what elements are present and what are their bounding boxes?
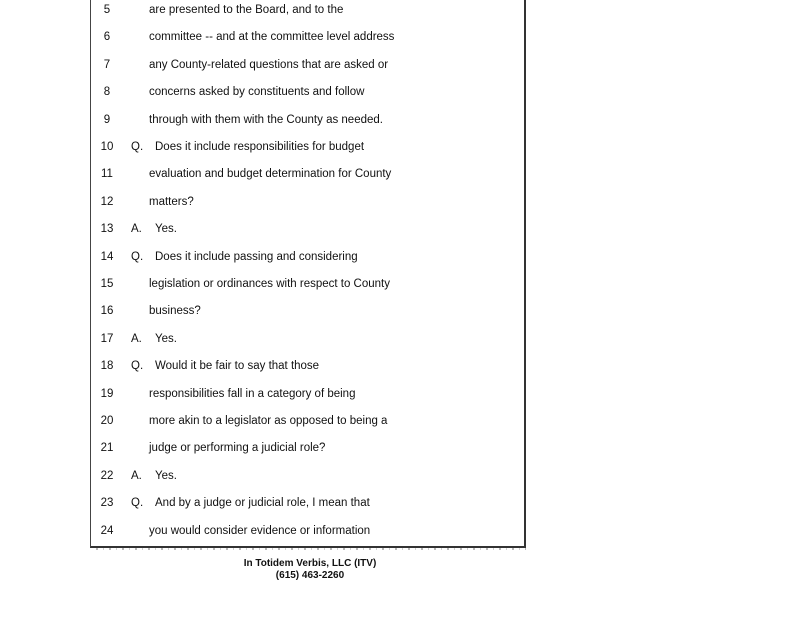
line-number: 12: [100, 195, 114, 208]
footer-phone: (615) 463-2260: [275, 570, 345, 581]
transcript-line: [91, 356, 524, 376]
line-number: 21: [100, 442, 114, 455]
line-text: And by a judge or judicial role, I mean that: [155, 497, 370, 510]
line-number: 15: [100, 278, 114, 290]
transcript-line: [91, 192, 524, 212]
line-text: legislation or ordinances with respect to County: [149, 278, 390, 290]
line-text: Yes.: [155, 469, 177, 482]
line-text: committee -- and at the committee level address: [149, 31, 395, 44]
transcript-line: [91, 137, 524, 157]
transcript-line: [91, 301, 524, 321]
speaker-label: Q.: [131, 250, 144, 263]
line-number: 18: [100, 360, 114, 373]
scan-artifact: [96, 548, 526, 550]
line-number: 19: [100, 387, 114, 400]
transcript-line: [91, 521, 524, 541]
transcript-line: [91, 0, 524, 20]
line-number: 6: [103, 31, 111, 44]
line-number: 14: [100, 250, 114, 263]
line-number: 22: [100, 469, 114, 482]
speaker-label: Q.: [131, 141, 144, 153]
line-text: concerns asked by constituents and follow: [149, 86, 365, 99]
transcript-line: [91, 493, 524, 513]
transcript-line: [91, 55, 524, 75]
line-text: business?: [149, 305, 201, 318]
transcript-line: [91, 274, 524, 294]
transcript-line: [91, 384, 524, 404]
line-text: Does it include responsibilities for budget: [155, 141, 365, 153]
line-text: more akin to a legislator as opposed to being a: [149, 415, 388, 427]
transcript-line: [91, 438, 524, 458]
speaker-label: Q.: [131, 497, 144, 510]
line-text: matters?: [149, 195, 194, 208]
speaker-label: A.: [131, 223, 142, 236]
transcript-line: [91, 219, 524, 239]
transcript-line: [91, 27, 524, 47]
line-number: 17: [100, 332, 114, 345]
line-number: 23: [100, 497, 114, 510]
line-text: are presented to the Board, and to the: [149, 4, 344, 16]
transcript-page: [90, 0, 526, 548]
line-number: 13: [100, 223, 114, 236]
line-text: Yes.: [155, 223, 177, 236]
line-text: evaluation and budget determination for County: [149, 168, 392, 181]
speaker-label: A.: [131, 332, 142, 345]
transcript-line: [91, 82, 524, 102]
line-text: you would consider evidence or information: [149, 524, 371, 537]
line-text: Yes.: [155, 332, 177, 345]
line-text: Does it include passing and considering: [155, 250, 358, 263]
speaker-label: A.: [131, 469, 142, 482]
line-text: Would it be fair to say that those: [155, 360, 320, 373]
transcript-line: [91, 329, 524, 349]
footer-company: In Totidem Verbis, LLC (ITV): [243, 558, 377, 569]
line-number: 8: [103, 86, 111, 99]
line-number: 7: [103, 58, 111, 71]
line-text: responsibilities fall in a category of being: [149, 387, 356, 400]
transcript-line: [91, 110, 524, 130]
transcript-line: [91, 164, 524, 184]
line-number: 24: [100, 524, 114, 537]
line-number: 11: [101, 168, 113, 181]
line-text: any County-related questions that are asked or: [149, 58, 389, 71]
line-text: through with them with the County as needed.: [149, 113, 383, 126]
line-number: 9: [103, 113, 111, 126]
line-number: 5: [103, 4, 111, 16]
transcript-line: [91, 466, 524, 486]
line-text: judge or performing a judicial role?: [149, 442, 326, 455]
transcript-line: [91, 247, 524, 267]
line-number: 10: [100, 141, 114, 153]
speaker-label: Q.: [131, 360, 144, 373]
transcript-line: [91, 411, 524, 431]
line-number: 20: [100, 415, 114, 427]
line-number: 16: [100, 305, 114, 318]
